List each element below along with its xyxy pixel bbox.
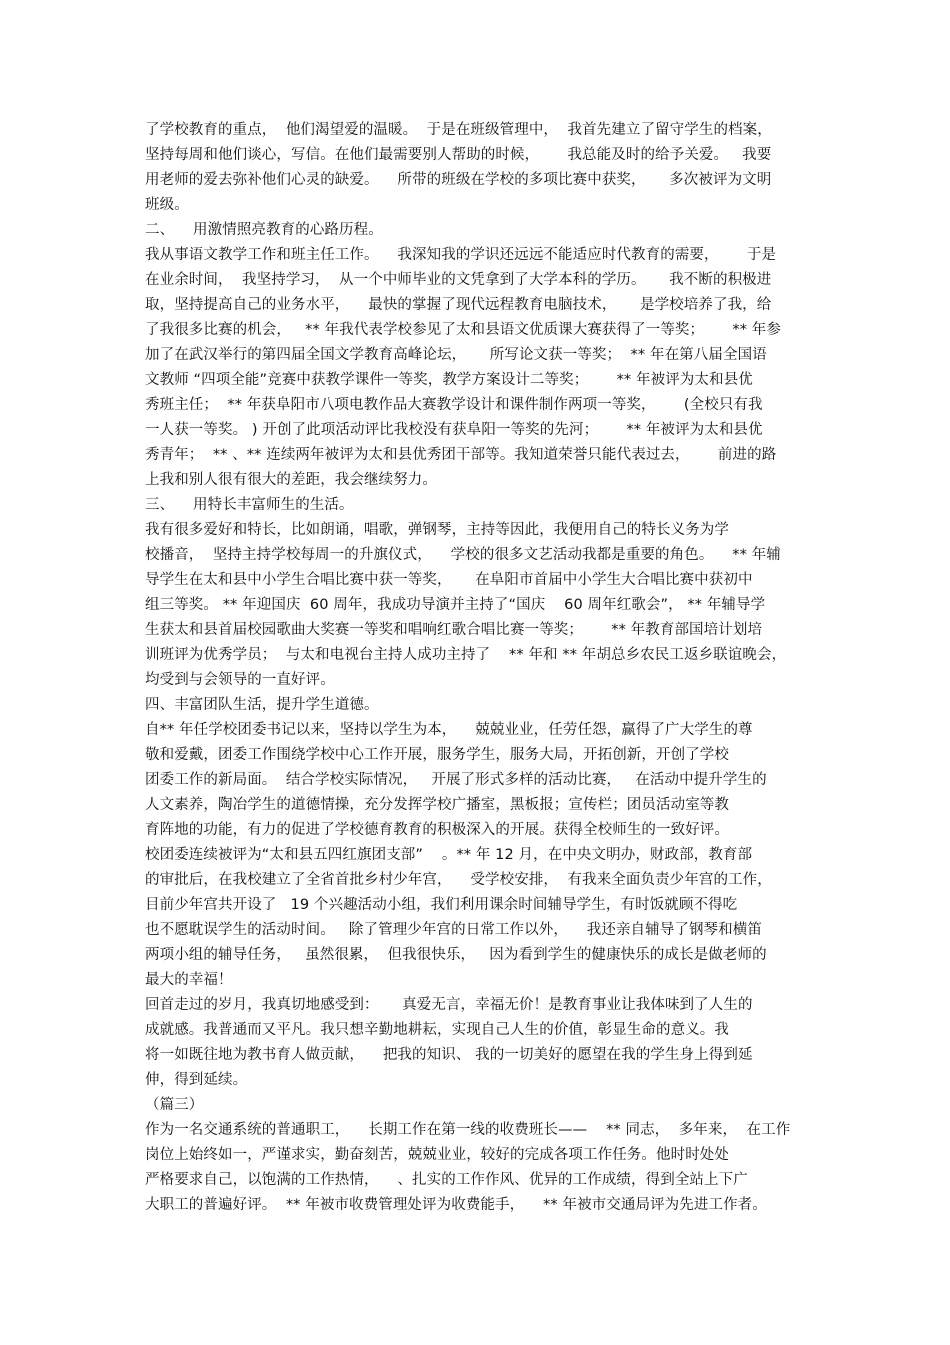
text-line: 目前少年宫共开设了 19 个兴趣活动小组，我们利用课余时间辅导学生，有时饭就顾不得吃 — [145, 897, 738, 913]
section-heading: 四、丰富团队生活，提升学生道德。 — [145, 697, 379, 713]
text-line: 秀班主任； ** 年获阜阳市八项电教作品大赛教学设计和课件制作两项一等奖， (全校只有我 — [145, 397, 763, 413]
text-line: 坚持每周和他们谈心，写信。在他们最需要别人帮助的时候， 我总能及时的给予关爱。 我要 — [145, 147, 772, 163]
text-line: 自** 年任学校团委书记以来，坚持以学生为本， 兢兢业业，任劳任怨，赢得了广大学生的尊 — [145, 722, 753, 738]
text-line: 我有很多爱好和特长，比如朗诵，唱歌，弹钢琴，主持等因此，我便用自己的特长义务为学 — [145, 522, 729, 538]
text-line: 上我和别人很有很大的差距，我会继续努力。 — [145, 472, 437, 488]
text-line: 校播音， 坚持主持学校每周一的升旗仪式， 学校的很多文艺活动我都是重要的角色。 ** 年辅 — [145, 547, 781, 563]
text-line: 均受到与会领导的一直好评。 — [145, 672, 335, 688]
text-line: 加了在武汉举行的第四届全国文学教育高峰论坛， 所写论文获一等奖； ** 年在第八届全国语 — [145, 347, 767, 363]
text-line: 最大的幸福！ — [145, 972, 233, 988]
text-line: 人文素养，陶冶学生的道德情操，充分发挥学校广播室，黑板报；宣传栏；团员活动室等教 — [145, 797, 729, 813]
text-line: 我从事语文教学工作和班主任工作。 我深知我的学识还远远不能适应时代教育的需要， 于是 — [145, 247, 777, 263]
text-line: 的审批后，在我校建立了全省首批乡村少年宫， 受学校安排， 有我来全面负责少年宫的工作， — [145, 872, 772, 888]
text-line: 一人获一等奖。 ) 开创了此项活动评比我校没有获阜阳一等奖的先河； ** 年被评为太和县优 — [145, 422, 763, 438]
text-line: 育阵地的功能，有力的促进了学校德育教育的积极深入的开展。获得全校师生的一致好评。 — [145, 822, 729, 838]
text-line: 岗位上始终如一，严谨求实，勤奋刻苦，兢兢业业，较好的完成各项工作任务。他时时处处 — [145, 1147, 729, 1163]
text-line: 了我很多比赛的机会， ** 年我代表学校参见了太和县语文优质课大赛获得了一等奖； ** 年参 — [145, 322, 781, 338]
text-line: 班级。 — [145, 197, 189, 213]
section-heading: 二、 用激情照亮教育的心路历程。 — [145, 222, 383, 238]
text-line: 严格要求自己，以饱满的工作热情， 、扎实的工作作风、优异的工作成绩，得到全站上下广 — [145, 1172, 748, 1188]
text-line: 也不愿耽误学生的活动时间。 除了管理少年宫的日常工作以外， 我还亲自辅导了钢琴和横笛 — [145, 922, 762, 938]
text-line: 取，坚持提高自己的业务水平， 最快的掌握了现代远程教育电脑技术， 是学校培养了我，给 — [145, 297, 772, 313]
text-line: 生获太和县首届校园歌曲大奖赛一等奖和唱响红歌合唱比赛一等奖； ** 年教育部国培计划培 — [145, 622, 763, 638]
section-heading: （篇三） — [145, 1097, 204, 1113]
text-line: 伸，得到延续。 — [145, 1072, 248, 1088]
text-line: 成就感。我普通而又平凡。我只想辛勤地耕耘，实现自己人生的价值，彰显生命的意义。我 — [145, 1022, 729, 1038]
text-line: 团委工作的新局面。 结合学校实际情况， 开展了形式多样的活动比赛， 在活动中提升学生的 — [145, 772, 767, 788]
text-line: 用老师的爱去弥补他们心灵的缺爱。 所带的班级在学校的多项比赛中获奖， 多次被评为文明 — [145, 172, 772, 188]
text-line: 敬和爱戴，团委工作围绕学校中心工作开展，服务学生，服务大局，开拓创新，开创了学校 — [145, 747, 729, 763]
text-line: 了学校教育的重点， 他们渴望爱的温暖。 于是在班级管理中， 我首先建立了留守学生的档案， — [145, 122, 772, 138]
text-line: 大职工的普遍好评。 ** 年被市收费管理处评为收费能手， ** 年被市交通局评为先进工作者。 — [145, 1197, 767, 1213]
text-line: 将一如既往地为教书育人做贡献， 把我的知识、 我的一切美好的愿望在我的学生身上得到延 — [145, 1047, 753, 1063]
text-line: 作为一名交通系统的普通职工， 长期工作在第一线的收费班长—— ** 同志， 多年来， 在工作 — [145, 1122, 791, 1138]
text-line: 组三等奖。 ** 年迎国庆 60 周年，我成功导演并主持了“国庆 60 周年红歌会”， ** 年辅导学 — [145, 597, 766, 613]
text-line: 文教师 “四项全能”竞赛中获教学课件一等奖，教学方案设计二等奖； ** 年被评为太和县优 — [145, 372, 753, 388]
text-line: 校团委连续被评为“太和县五四红旗团支部” 。** 年 12 月，在中央文明办，财政部，教育部 — [145, 847, 753, 863]
text-line: 秀青年； ** 、** 连续两年被评为太和县优秀团干部等。我知道荣誉只能代表过去， 前进的路 — [145, 447, 777, 463]
text-line: 回首走过的岁月，我真切地感受到： 真爱无言，幸福无价！是教育事业让我体味到了人生的 — [145, 997, 753, 1013]
text-line: 两项小组的辅导任务， 虽然很累， 但我很快乐， 因为看到学生的健康快乐的成长是做老师的 — [145, 947, 767, 963]
text-line: 导学生在太和县中小学生合唱比赛中获一等奖， 在阜阳市首届中小学生大合唱比赛中获初中 — [145, 572, 753, 588]
text-line: 在业余时间， 我坚持学习， 从一个中师毕业的文凭拿到了大学本科的学历。 我不断的积极进 — [145, 272, 772, 288]
section-heading: 三、 用特长丰富师生的生活。 — [145, 497, 354, 513]
text-line: 训班评为优秀学员； 与太和电视台主持人成功主持了 ** 年和 ** 年胡总乡农民工返乡联谊晚会， — [145, 647, 787, 663]
